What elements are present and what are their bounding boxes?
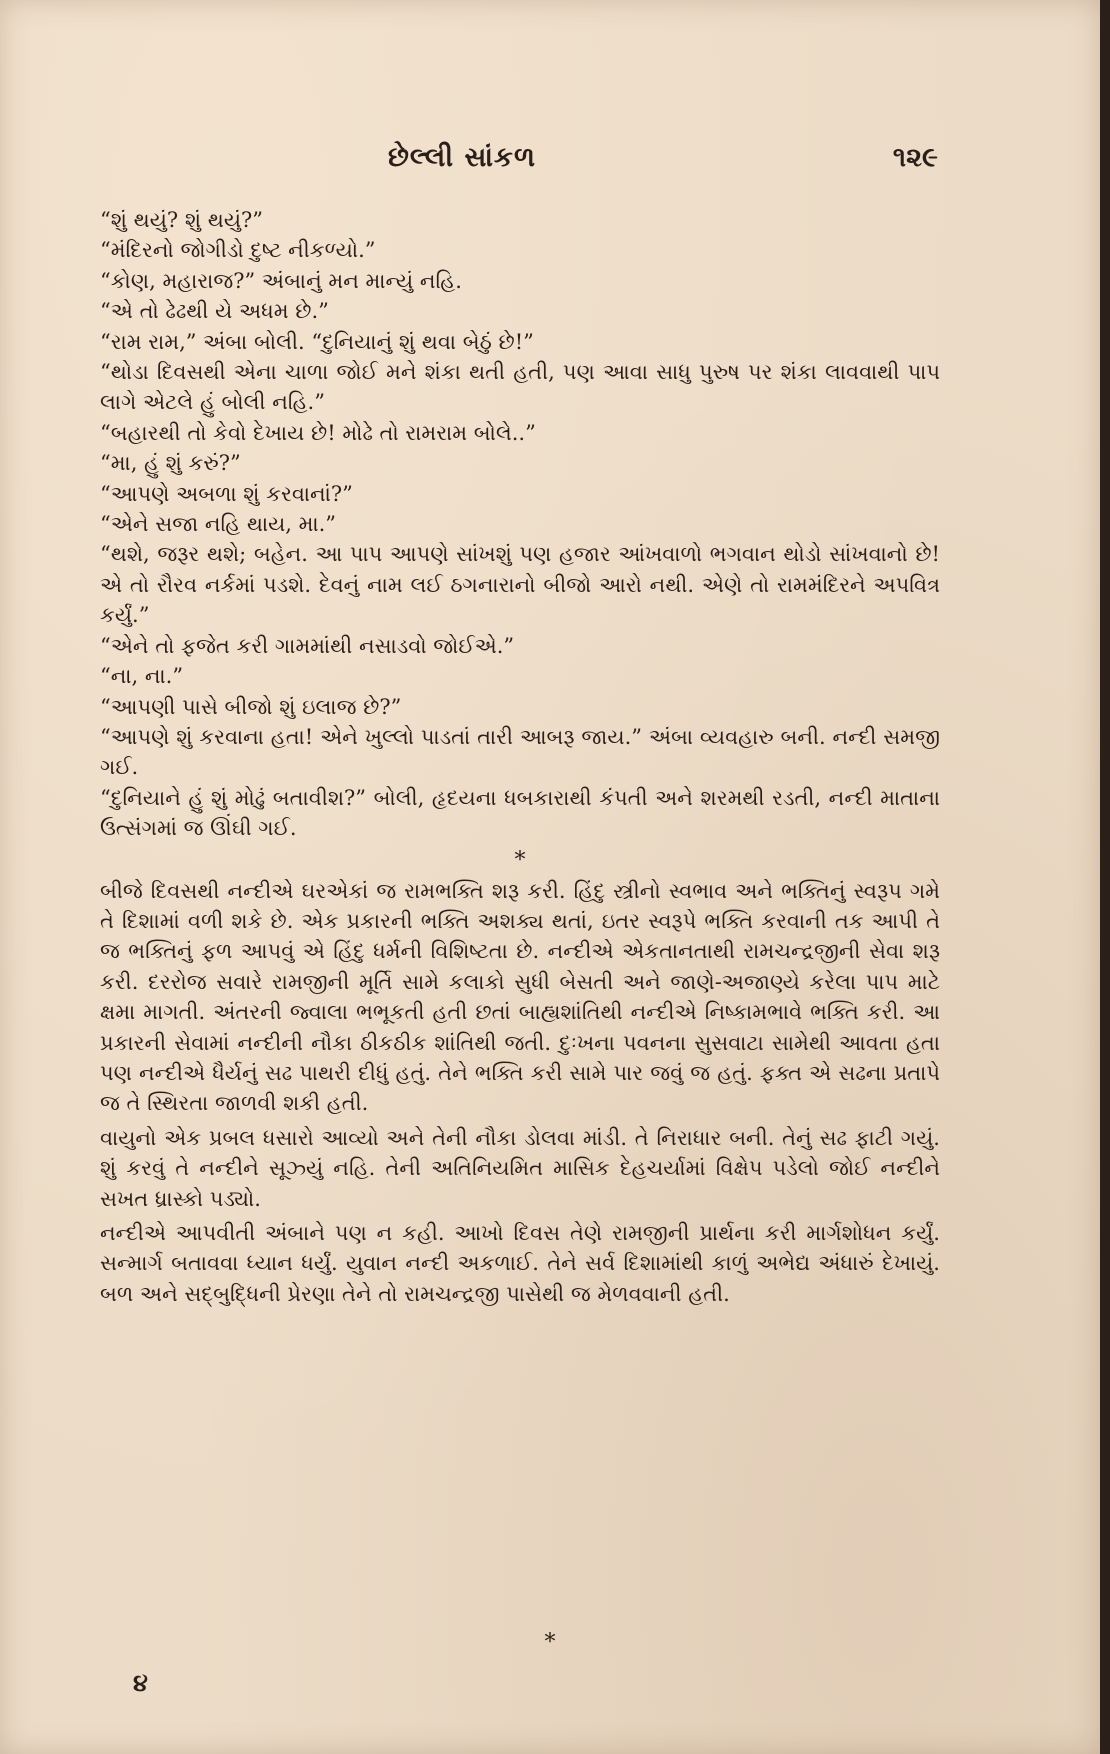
page-body <box>100 205 940 1313</box>
dialogue-line: “આપણે શું કરવાના હતા! એને ખુલ્લો પાડતાં તારી આબરૂ જાય.” અંબા વ્યવહારુ બની. નન્દી સમજી ગઈ. <box>100 724 940 780</box>
dialogue-line: “દુનિયાને હું શું મોઢું બતાવીશ?” બોલી, હૃદયના ધબકારાથી કંપતી અને શરમથી રડતી, નન્દી માતાના ઉત્સંગમાં જ ઊંઘી ગઈ. <box>100 785 940 841</box>
dialogue-line: “ના, ના.” <box>100 664 184 689</box>
paragraph: બીજે દિવસથી નન્દીએ ઘરએકાં જ રામભક્તિ શરૂ કરી. હિંદુ સ્ત્રીનો સ્વભાવ અને ભક્તિનું સ્વરૂપ ગમે તે દિશામાં વળી શકે છે. એક પ્રકારની ભક્તિ અશક્ય થતાં, ઇતર સ્વરૂપે ભક્તિ કરવાની તક આપી તે જ ભક્તિનું ફળ આપવું એ હિંદુ ધર્મની વિશિષ્ટતા છે. નન્દીએ એકતાનતાથી રામચન્દ્રજીની સેવા શરૂ કરી. દરરોજ સવારે રામજીની મૂર્તિ સામે કલાકો સુધી બેસતી અને જાણે-અજાણ્યે કરેલા પાપ માટે ક્ષમા માગતી. અંતરની જ્વાલા ભભૂકતી હતી છતાં બાહ્યશાંતિથી નન્દીએ નિષ્કામભાવે ભક્તિ કરી. આ પ્રકારની સેવામાં નન્દીની નૌકા ઠીકઠીક શાંતિથી જતી. દુઃખના પવનના સુસવાટા સામેથી આવતા હતા પણ નન્દીએ ધૈર્યનું સઢ પાથરી દીધું હતું. તેને ભક્તિ કરી સામે પાર જવું જ હતું. ફક્ત એ સઢના પ્રતાપે જ તે સ્થિરતા જાળવી શકી હતી. <box>100 878 940 1116</box>
paragraph: વાયુનો એક પ્રબલ ધસારો આવ્યો અને તેની નૌકા ડોલવા માંડી. તે નિરાધાર બની. તેનું સઢ ફાટી ગયું. શું કરવું તે નન્દીને સૂઝ્યું નહિ. તેની અતિનિયમિત માસિક દેહચર્યામાં વિક્ષેપ પડેલો જોઈ નન્દીને સખત ધ્રાસ્કો પડ્યો. <box>100 1125 940 1211</box>
page-number: ૧૨૯ <box>892 142 938 173</box>
dialogue-line: “મંદિરનો જોગીડો દુષ્ટ નીકળ્યો.” <box>100 238 376 263</box>
dialogue-line: “રામ રામ,” અંબા બોલી. “દુનિયાનું શું થવા બેઠું છે!” <box>100 329 534 354</box>
bottom-separator: * <box>544 1630 556 1655</box>
paragraph: નન્દીએ આપવીતી અંબાને પણ ન કહી. આખો દિવસ તેણે રામજીની પ્રાર્થના કરી માર્ગશોધન કર્યું. સન્માર્ગ બતાવવા ધ્યાન ધર્યું. યુવાન નન્દી અકળાઈ. તેને સર્વ દિશામાંથી કાળું અભેદ્ય અંધારું દેખાયું. બળ અને સદ્બુદ્ધિની પ્રેરણા તેને તો રામચન્દ્રજી પાસેથી જ મેળવવાની હતી. <box>100 1221 940 1306</box>
dialogue-line: “આપણી પાસે બીજો શું ઇલાજ છે?” <box>100 694 402 719</box>
dialogue-line: “આપણે અબળા શું કરવાનાં?” <box>100 481 353 506</box>
dialogue-line: “એને સજા નહિ થાય, મા.” <box>100 512 337 537</box>
page-header <box>0 142 1100 182</box>
dialogue-line: “થશે, જરૂર થશે; બહેન. આ પાપ આપણે સાંખશું પણ હજાર આંખવાળો ભગવાન થોડો સાંખવાનો છે! એ તો રૌરવ નર્કમાં પડશે. દેવનું નામ લઈ ઠગનારાનો બીજો આરો નથી. એણે તો રામમંદિરને અપવિત્ર કર્યું.” <box>100 542 940 628</box>
section-separator: * <box>514 847 526 873</box>
dialogue-section <box>100 205 940 844</box>
dialogue-line: “એ તો ઢેઢથી યે અધમ છે.” <box>100 299 329 324</box>
dialogue-line: “મા, હું શું કરું?” <box>100 451 241 476</box>
signature-mark: ૪ <box>133 1668 148 1697</box>
prose-section <box>100 876 940 1310</box>
dialogue-line: “બહારથી તો કેવો દેખાય છે! મોઢે તો રામરામ બોલે..” <box>100 420 536 445</box>
dialogue-line: “કોણ, મહારાજ?” અંબાનું મન માન્યું નહિ. <box>100 268 462 293</box>
dialogue-line: “શું થયું? શું થયું?” <box>100 208 264 232</box>
dialogue-line: “થોડા દિવસથી એના ચાળા જોઈ મને શંકા થતી હતી, પણ આવા સાધુ પુરુષ પર શંકા લાવવાથી પાપ લાગે એટલે હું બોલી નહિ.” <box>100 360 940 415</box>
dialogue-line: “એને તો ફજેત કરી ગામમાંથી નસાડવો જોઈએ.” <box>100 633 515 658</box>
running-title: છેલ્લી સાંકળ <box>388 142 537 173</box>
